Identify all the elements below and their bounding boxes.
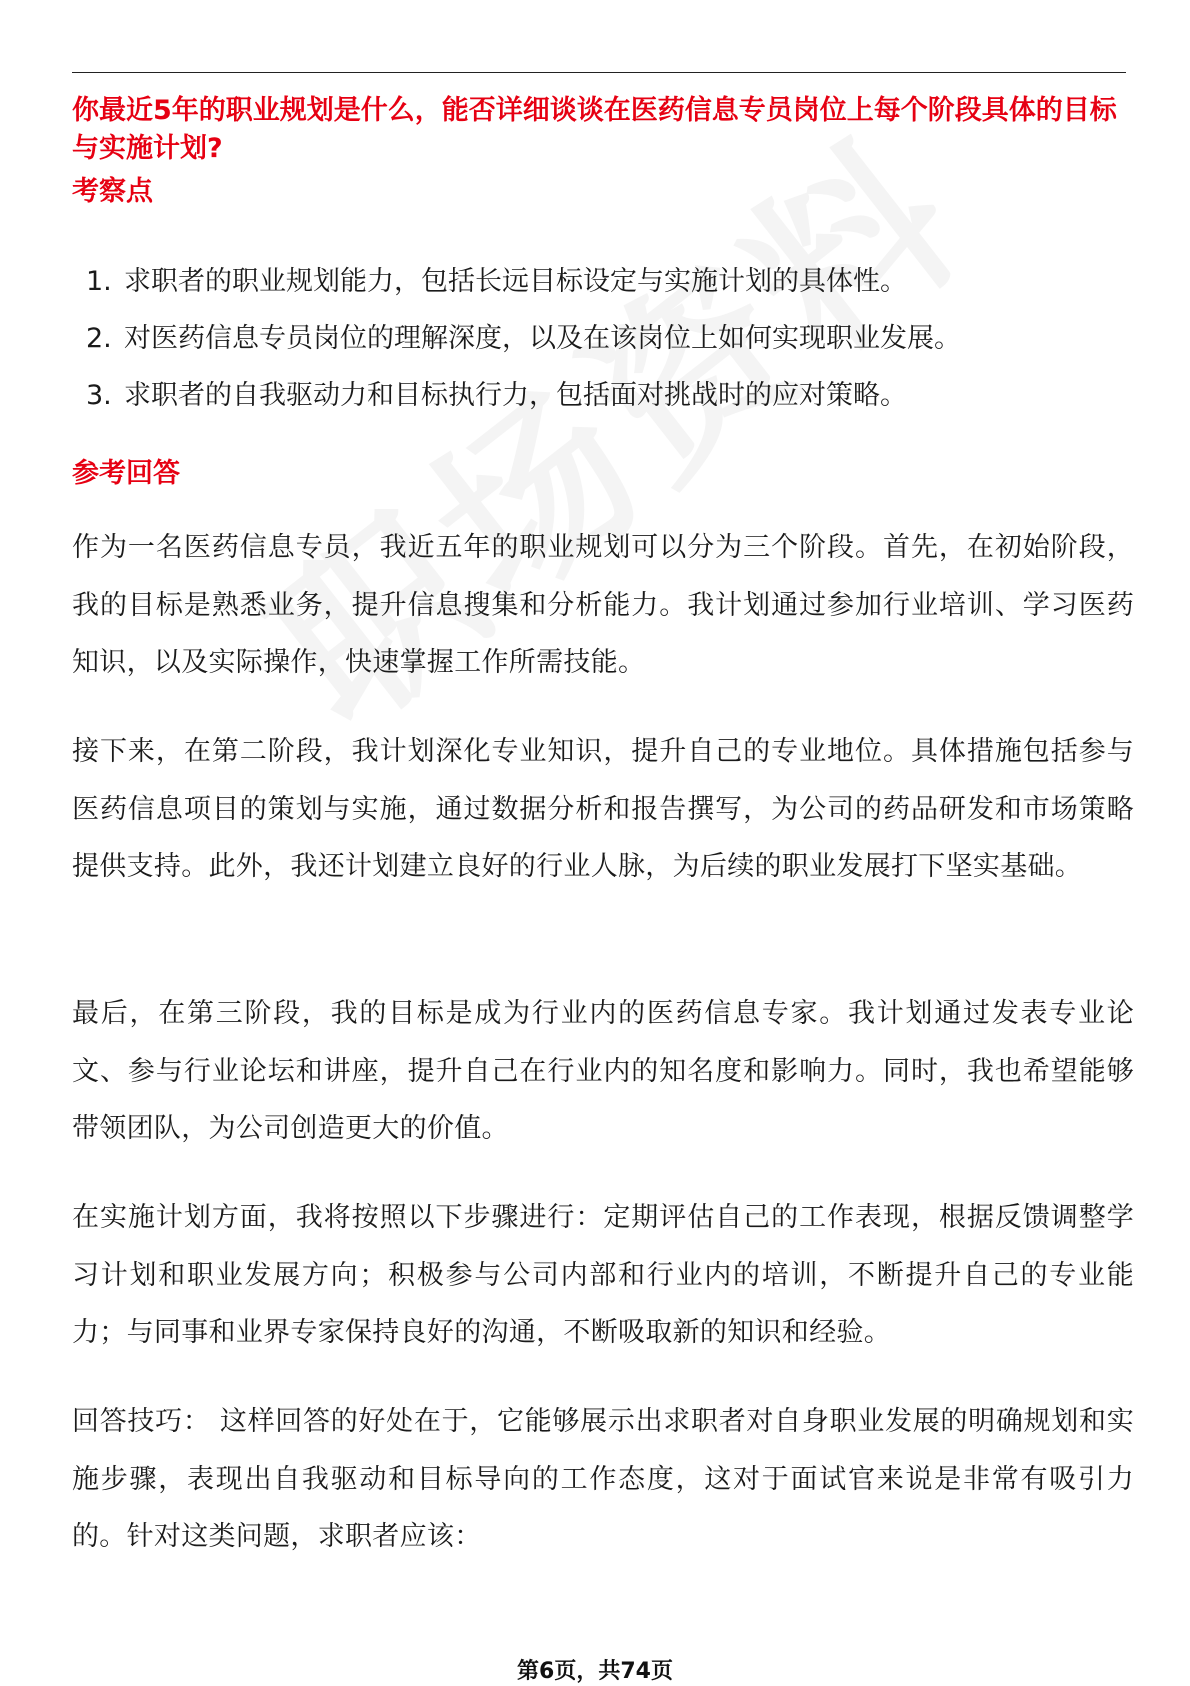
focus-heading: 考察点 — [72, 176, 153, 207]
focus-point-number: 2. — [86, 323, 112, 354]
answer-paragraph: 最后，在第三阶段，我的目标是成为行业内的医药信息专家。我计划通过发表专业论文、参与行业论坛和讲座，提升自己在行业内的知名度和影响力。同时，我也希望能够带领团队，为公司创造更大的价值。 — [72, 998, 1134, 1144]
focus-point-text: 求职者的自我驱动力和目标执行力，包括面对挑战时的应对策略。 — [124, 380, 907, 411]
answer-heading: 参考回答 — [72, 458, 180, 489]
focus-point — [72, 264, 1132, 321]
top-divider — [72, 72, 1126, 73]
focus-point — [72, 378, 1132, 435]
answer-tips-paragraph: 回答技巧： 这样回答的好处在于，它能够展示出求职者对自身职业发展的明确规划和实施步骤，表现出自我驱动和目标导向的工作态度，这对于面试官来说是非常有吸引力的。针对这类问题，求职者应该： — [72, 1406, 1134, 1552]
focus-point-text: 求职者的职业规划能力，包括长远目标设定与实施计划的具体性。 — [124, 266, 907, 297]
page-number: 第6页，共74页 — [517, 1659, 673, 1684]
focus-point-list — [72, 264, 1132, 435]
focus-point — [72, 321, 1132, 378]
answer-paragraph: 接下来，在第二阶段，我计划深化专业知识，提升自己的专业地位。具体措施包括参与医药信息项目的策划与实施，通过数据分析和报告撰写，为公司的药品研发和市场策略提供支持。此外，我还计划建立良好的行业人脉，为后续的职业发展打下坚实基础。 — [72, 736, 1134, 882]
focus-point-text: 对医药信息专员岗位的理解深度，以及在该岗位上如何实现职业发展。 — [124, 323, 961, 354]
focus-point-number: 3. — [86, 380, 112, 411]
answer-paragraph: 在实施计划方面，我将按照以下步骤进行：定期评估自己的工作表现，根据反馈调整学习计划和职业发展方向；积极参与公司内部和行业内的培训，不断提升自己的专业能力；与同事和业界专家保持良好的沟通，不断吸取新的知识和经验。 — [72, 1202, 1134, 1348]
answer-paragraph: 作为一名医药信息专员，我近五年的职业规划可以分为三个阶段。首先，在初始阶段，我的目标是熟悉业务，提升信息搜集和分析能力。我计划通过参加行业培训、学习医药知识，以及实际操作，快速掌握工作所需技能。 — [72, 532, 1134, 678]
question-title: 你最近5年的职业规划是什么，能否详细谈谈在医药信息专员岗位上每个阶段具体的目标与实施计划? — [72, 95, 1117, 164]
focus-point-number: 1. — [86, 266, 112, 297]
